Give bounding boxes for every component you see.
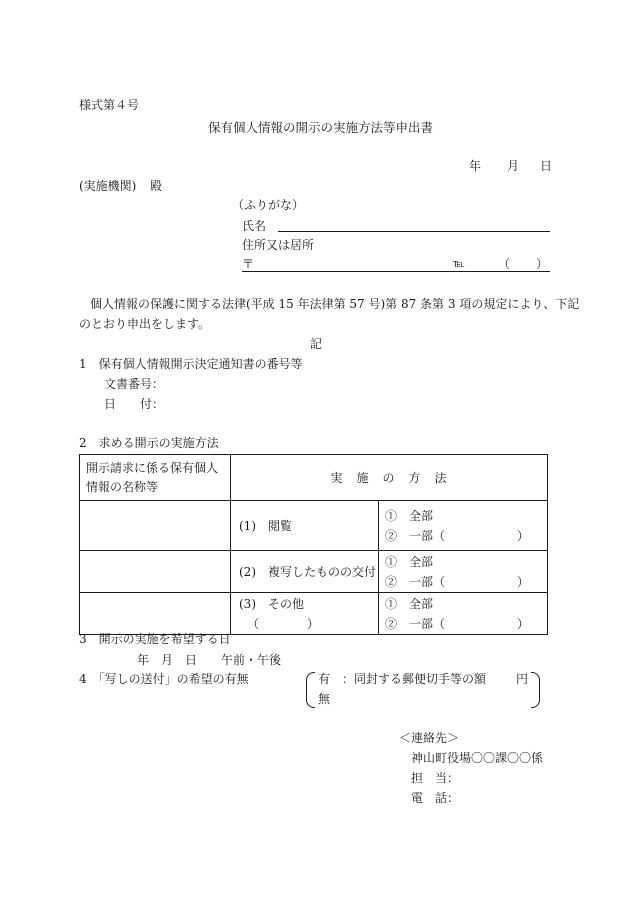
option-cell-1	[379, 501, 548, 551]
form-number: 様式第４号	[79, 98, 140, 112]
contact-office: 神山町役場〇〇課〇〇係	[411, 751, 544, 765]
address-field[interactable]	[242, 271, 550, 272]
tel-paren-close: ）	[536, 257, 549, 271]
name-label: 氏名	[242, 219, 267, 233]
mailing-yes-option[interactable]: 有 ：同封する郵便切手等の額	[318, 672, 487, 686]
yen-label: 円	[516, 672, 529, 686]
method-table	[79, 454, 548, 635]
postal-mark: 〒	[242, 257, 255, 271]
info-name-cell-1[interactable]	[80, 501, 231, 551]
option-all-3[interactable]: ① 全部	[385, 596, 434, 611]
table-row	[80, 593, 548, 635]
section2-heading: 2 求める開示の実施方法	[79, 436, 219, 450]
date-year-label: 年	[469, 159, 482, 173]
table-row	[80, 551, 548, 593]
info-name-cell-3[interactable]	[80, 593, 231, 635]
option-cell-2	[379, 551, 548, 593]
intro-line-1: 個人情報の保護に関する法律(平成 15 年法律第 57 号)第 87 条第 3 項の規定により、下記	[90, 297, 580, 311]
notice-date-label: 日 付：	[104, 397, 165, 411]
desired-date-line[interactable]: 年 月 日 午前・午後	[137, 653, 282, 667]
section1-heading: 1 保有個人情報開示決定通知書の番号等	[79, 357, 303, 371]
honorific: 殿	[150, 179, 163, 193]
table-header-row	[80, 455, 548, 501]
agency-label: (実施機関)	[79, 179, 137, 193]
furigana-label: （ふりがな）	[232, 198, 305, 212]
info-name-cell-2[interactable]	[80, 551, 231, 593]
table-row	[80, 501, 548, 551]
option-partial-3[interactable]: ② 一部（ ）	[385, 616, 530, 631]
tel-label: ℡	[453, 257, 465, 270]
intro-line-2: のとおり申出をします。	[79, 317, 211, 331]
option-all-2[interactable]: ① 全部	[385, 554, 434, 569]
tel-paren-open: （	[498, 257, 511, 271]
method-cell-1: (1) 閲覧	[231, 501, 379, 551]
option-all-1[interactable]: ① 全部	[385, 508, 434, 523]
document-title: 保有個人情報の開示の実施方法等申出書	[208, 120, 434, 135]
option-partial-1[interactable]: ② 一部（ ）	[385, 528, 530, 543]
contact-title: ＜連絡先＞	[399, 731, 460, 745]
doc-number-label: 文書番号：	[104, 377, 165, 391]
method-cell-2: (2) 複写したものの交付	[231, 551, 379, 593]
contact-person-label: 担 当：	[411, 771, 460, 785]
left-bracket	[306, 672, 315, 708]
mailing-no-option[interactable]: 無	[318, 692, 331, 706]
other-method-blank[interactable]: （ ）	[247, 616, 320, 631]
header-info-name: 開示請求に係る保有個人情報の名称等	[80, 455, 231, 501]
contact-phone-label: 電 話：	[411, 791, 460, 805]
name-field[interactable]	[278, 231, 550, 232]
section4-heading: 4 「写しの送付」の希望の有無	[79, 672, 249, 686]
option-cell-3	[379, 593, 548, 635]
section3-heading: 3 開示の実施を希望する日	[79, 632, 231, 646]
ki-label: 記	[310, 337, 323, 351]
method-cell-3: (3) その他 （ ）	[231, 593, 379, 635]
address-label: 住所又は居所	[242, 238, 315, 252]
header-method: 実 施 の 方 法	[231, 455, 548, 501]
date-month-label: 月	[507, 159, 520, 173]
date-day-label: 日	[540, 159, 553, 173]
option-partial-2[interactable]: ② 一部（ ）	[385, 574, 530, 589]
right-bracket	[531, 672, 540, 708]
